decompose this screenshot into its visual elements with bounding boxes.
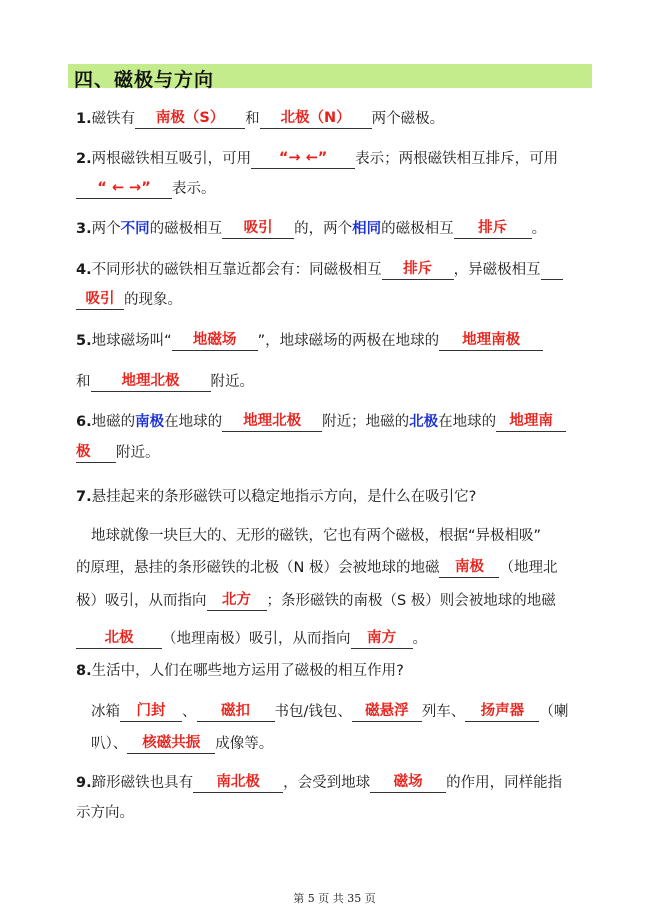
q2-answer-2: “ ← →” [76, 179, 172, 199]
q8-line-1 [91, 702, 568, 722]
q8-number: 8. [76, 663, 92, 679]
q8-text-1: 、 [182, 704, 197, 720]
q3-emphasis-1: 不同 [120, 221, 150, 237]
q7-question-text: 悬挂起来的条形磁铁可以稳定地指示方向，是什么在吸引它? [91, 489, 477, 505]
q6-text-1: 地磁的 [91, 414, 136, 430]
q3-text-3: 的，两个 [294, 221, 353, 237]
q3-answer-1: 吸引 [222, 219, 294, 239]
q2-answer-1: “→ ←” [251, 149, 355, 169]
q2-text-2: 表示；两根磁铁相互排斥，可用 [355, 151, 559, 167]
q3-line [76, 219, 546, 239]
q8-text-0: 冰箱 [91, 704, 120, 720]
q8-answer-5: 核磁共振 [127, 734, 215, 754]
q4-text-2: ，异磁极相互 [453, 262, 541, 278]
q8-text-5: 叭）、 [91, 736, 128, 752]
q2-line-1 [76, 149, 558, 169]
q9-number: 9. [76, 775, 92, 791]
section-heading-bar [68, 64, 592, 91]
q8-line-2 [91, 734, 273, 754]
q1-number: 1. [76, 111, 92, 127]
q7-answer-2: 北方 [207, 591, 267, 611]
q6-answer-1: 地理北极 [222, 412, 322, 432]
q8-question-text: 生活中，人们在哪些地方运用了磁极的相互作用? [91, 663, 404, 679]
q8-answer-4: 扬声器 [465, 702, 539, 722]
q7-answer-1: 南极 [439, 558, 499, 578]
q7-question [76, 487, 476, 507]
q9-answer-1: 南北极 [193, 773, 283, 793]
q5-text-3: 和 [76, 374, 91, 390]
q8-text-2: 书包/钱包、 [274, 704, 352, 720]
q7-para-3a: 极）吸引，从而指向 [76, 593, 207, 609]
q5-answer-2: 地理南极 [439, 331, 543, 351]
q6-line-1 [76, 412, 566, 432]
q3-answer-2: 排斥 [454, 219, 532, 239]
q9-text-2: ，会受到地球 [283, 775, 371, 791]
q7-para-1: 地球就像一块巨大的、无形的磁铁，它也有两个磁极，根据“异极相吸” [91, 528, 542, 544]
q1-answer-2: 北极（N） [260, 109, 372, 129]
q6-emphasis-1: 南极 [135, 414, 165, 430]
q9-text-1: 蹄形磁铁也具有 [91, 775, 194, 791]
q9-text-4: 示方向。 [76, 805, 134, 821]
q5-text-1: 地球磁场叫“ [91, 333, 172, 349]
q1-text-3: 两个磁极。 [371, 111, 445, 127]
q7-para-line-2 [76, 558, 557, 578]
q6-answer-2a: 地理南 [496, 412, 566, 432]
q4-text-3: 的现象。 [124, 292, 182, 308]
q3-emphasis-2: 相同 [352, 221, 382, 237]
q2-text-1: 两根磁铁相互吸引，可用 [91, 151, 252, 167]
q7-para-line-3 [76, 591, 556, 611]
q5-answer-1: 地磁场 [172, 331, 258, 351]
q7-number: 7. [76, 489, 92, 505]
q1-answer-1: 南极（S） [135, 109, 245, 129]
q5-answer-3: 地理北极 [91, 372, 211, 392]
q6-text-4: 在地球的 [438, 414, 497, 430]
q8-text-3: 列车、 [421, 704, 466, 720]
q9-text-3: 的作用，同样能指 [446, 775, 563, 791]
q7-para-2a: 的原理，悬挂的条形磁铁的北极（N 极）会被地球的地磁 [76, 560, 440, 576]
q9-line-1 [76, 773, 562, 793]
q2-number: 2. [76, 151, 92, 167]
q6-line-2 [76, 443, 160, 463]
q5-text-4: 附近。 [210, 374, 254, 390]
q4-answer-2: 吸引 [76, 290, 124, 310]
q7-para-4a: （地理南极）吸引，从而指向 [162, 631, 351, 647]
q4-blank-tail [541, 279, 563, 280]
q6-emphasis-2: 北极 [409, 414, 439, 430]
q7-answer-3: 北极 [76, 629, 162, 649]
q4-number: 4. [76, 262, 92, 278]
q2-text-3: 表示。 [172, 181, 216, 197]
q8-question [76, 661, 404, 681]
q5-number: 5. [76, 333, 92, 349]
q5-text-2: ”，地球磁场的两极在地球的 [257, 333, 440, 349]
section-title: 四、磁极与方向 [74, 69, 215, 91]
q6-text-5: 附近。 [116, 445, 160, 461]
q3-text-2: 的磁极相互 [149, 221, 223, 237]
q9-line-2 [76, 803, 134, 823]
q5-line-2 [76, 372, 254, 392]
q8-answer-3: 磁悬浮 [352, 702, 422, 722]
q1-text-2: 和 [245, 111, 260, 127]
q6-answer-2b: 极 [76, 443, 116, 463]
q6-text-3: 附近；地磁的 [322, 414, 410, 430]
q8-text-6: 成像等。 [215, 736, 274, 752]
q7-para-line-4 [76, 629, 427, 649]
q9-answer-2: 磁场 [370, 773, 446, 793]
q7-para-line-1 [91, 526, 541, 546]
q8-answer-1: 门封 [120, 702, 182, 722]
q8-text-4: （喇 [539, 704, 569, 720]
q4-line-1 [76, 260, 563, 280]
q3-text-4: 的磁极相互 [381, 221, 454, 237]
page-footer: 第 5 页 共 35 页 [293, 892, 376, 905]
q3-text-5: 。 [531, 221, 547, 237]
q4-answer-1: 排斥 [382, 260, 454, 280]
q1-text-1: 磁铁有 [91, 111, 136, 127]
q7-para-3b: ；条形磁铁的南极（S 极）则会被地球的地磁 [266, 593, 556, 609]
q3-number: 3. [76, 221, 92, 237]
q7-answer-4: 南方 [351, 629, 413, 649]
q6-text-2: 在地球的 [164, 414, 223, 430]
q5-line-1 [76, 331, 543, 351]
q2-line-2 [76, 179, 216, 199]
q3-text-1: 两个 [91, 221, 121, 237]
q7-para-4b: 。 [412, 631, 427, 647]
q4-text-1: 不同形状的磁铁相互靠近都会有：同磁极相互 [91, 262, 382, 278]
q8-answer-2: 磁扣 [197, 702, 275, 722]
q4-line-2 [76, 290, 182, 310]
q7-para-2b: （地理北 [499, 560, 558, 576]
q1-line [76, 109, 444, 129]
q6-number: 6. [76, 414, 92, 430]
